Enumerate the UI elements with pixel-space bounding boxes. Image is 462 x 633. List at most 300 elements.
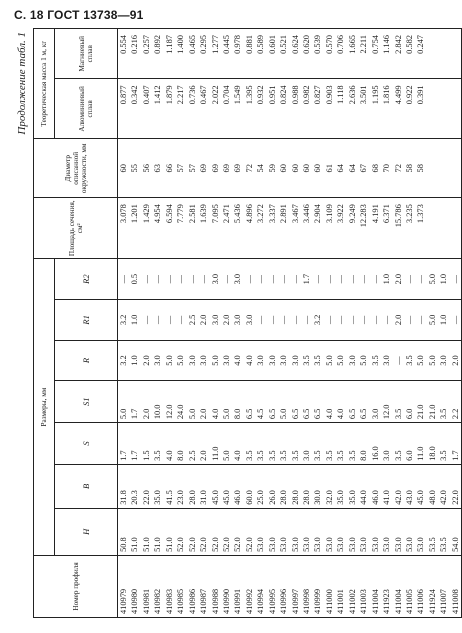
cell-S1: 5.0 bbox=[279, 408, 289, 420]
cell-S1: 4.5 bbox=[256, 408, 266, 420]
cell-R2: — bbox=[141, 274, 151, 284]
cell-S: 8.0 bbox=[359, 450, 369, 461]
cell-diameter: 66 bbox=[164, 164, 174, 173]
column-diameter bbox=[118, 139, 462, 198]
cell-R1: — bbox=[404, 315, 414, 325]
cell-H: 51.0 bbox=[130, 537, 140, 552]
cell-R1: 3.0 bbox=[233, 314, 243, 326]
cell-mag: 0.589 bbox=[256, 35, 266, 54]
cell-R1: 2.0 bbox=[393, 314, 403, 326]
cell-mag: 0.257 bbox=[141, 35, 151, 54]
header-alu: Алюминиевый сплав bbox=[55, 79, 118, 139]
cell-S1: 3.5 bbox=[439, 408, 449, 420]
cell-profile: 410983 bbox=[164, 588, 174, 614]
cell-H: 53.0 bbox=[267, 537, 277, 552]
cell-B: 20.3 bbox=[130, 490, 140, 505]
cell-S: 11.0 bbox=[416, 446, 426, 461]
cell-S: 3.5 bbox=[324, 450, 334, 461]
cell-B: 45.0 bbox=[416, 490, 426, 505]
cell-diameter bbox=[427, 139, 438, 197]
cell-mag: 0.465 bbox=[187, 35, 197, 54]
cell-H: 52.0 bbox=[233, 537, 243, 552]
cell-R1: — bbox=[290, 315, 300, 325]
cell-diameter: 58 bbox=[404, 164, 414, 173]
cell-mag: 0.754 bbox=[370, 35, 380, 54]
column-H bbox=[118, 508, 462, 555]
cell-profile: 410979 bbox=[119, 588, 128, 614]
cell-S: 1.7 bbox=[119, 450, 128, 461]
column-profile bbox=[118, 555, 462, 617]
cell-alu: 3.501 bbox=[359, 85, 369, 105]
cell-R: 5.0 bbox=[416, 355, 426, 366]
cell-profile: 410988 bbox=[210, 588, 220, 614]
cell-H: 53.0 bbox=[313, 537, 323, 552]
cell-R: 3.0 bbox=[382, 355, 392, 366]
cell-S1: 4.0 bbox=[324, 408, 334, 420]
cell-R2: 0.5 bbox=[130, 273, 140, 285]
cell-area: 6.594 bbox=[164, 204, 174, 224]
cell-alu: 0.391 bbox=[416, 85, 426, 105]
cell-S1: 6.5 bbox=[359, 408, 369, 420]
cell-area: 3.467 bbox=[290, 204, 300, 224]
cell-R2: — bbox=[450, 274, 460, 284]
cell-alu bbox=[438, 79, 449, 138]
cell-S1: 21.0 bbox=[416, 404, 426, 420]
cell-S: 3.5 bbox=[313, 450, 323, 461]
cell-R: 3.0 bbox=[221, 355, 231, 366]
cell-area: 1.201 bbox=[130, 204, 140, 224]
cell-R1: — bbox=[347, 315, 357, 325]
cell-R: 2.0 bbox=[450, 355, 460, 366]
cell-R: 5.0 bbox=[336, 355, 346, 366]
cell-area: 7.095 bbox=[210, 204, 220, 224]
cell-B: 35.0 bbox=[153, 490, 163, 505]
cell-profile: 411004 bbox=[370, 589, 380, 614]
cell-R: 3.0 bbox=[267, 355, 277, 366]
cell-profile: 410998 bbox=[302, 588, 311, 614]
cell-R1: — bbox=[256, 315, 266, 325]
column-R1 bbox=[118, 300, 462, 341]
cell-mag: 1.146 bbox=[382, 35, 392, 54]
cell-mag: 0.620 bbox=[302, 35, 311, 54]
cell-S1: 4.0 bbox=[210, 408, 220, 420]
cell-R2: 2.0 bbox=[393, 273, 403, 285]
cell-R: 3.0 bbox=[153, 355, 163, 366]
cell-H: 53.0 bbox=[256, 537, 266, 552]
cell-S1: 2.2 bbox=[450, 408, 460, 420]
cell-area: 5.436 bbox=[233, 204, 243, 224]
cell-H: 53.0 bbox=[290, 537, 300, 552]
cell-B: 28.0 bbox=[279, 490, 289, 505]
cell-H: 53.0 bbox=[279, 537, 289, 552]
cell-alu: 1.879 bbox=[164, 85, 174, 105]
cell-R: 1.0 bbox=[130, 355, 140, 366]
cell-alu: 0.407 bbox=[141, 85, 151, 105]
cell-diameter: 60 bbox=[290, 164, 300, 173]
cell-H: 53.0 bbox=[347, 537, 357, 552]
cell-B: 31.0 bbox=[199, 490, 209, 505]
cell-B: 41.0 bbox=[382, 490, 392, 505]
header-R1: R1 bbox=[55, 300, 118, 341]
cell-diameter: 70 bbox=[382, 164, 392, 173]
cell-alu: 0.951 bbox=[267, 85, 277, 105]
cell-R2: 3.0 bbox=[210, 273, 220, 285]
cell-mag: 0.601 bbox=[267, 35, 277, 54]
cell-mag: 1.400 bbox=[176, 35, 186, 54]
cell-R: 3.5 bbox=[302, 355, 311, 366]
header-B: B bbox=[55, 464, 118, 508]
cell-area: 15.786 bbox=[393, 204, 403, 228]
cell-diameter: 64 bbox=[336, 164, 346, 173]
cell-R: 3.0 bbox=[199, 355, 209, 366]
cell-R1: — bbox=[176, 315, 186, 325]
cell-H: 53.0 bbox=[324, 537, 334, 552]
cell-mag: 1.665 bbox=[347, 35, 357, 54]
cell-alu: 1.816 bbox=[382, 85, 392, 105]
cell-S: 3.0 bbox=[382, 450, 392, 461]
cell-B: 43.0 bbox=[404, 490, 414, 505]
cell-S1: 6.5 bbox=[302, 408, 311, 420]
cell-R: 4.0 bbox=[233, 355, 243, 366]
cell-alu: 0.704 bbox=[221, 85, 231, 105]
cell-diameter: 67 bbox=[359, 164, 369, 173]
cell-R2: — bbox=[370, 274, 380, 284]
cell-R: 3.0 bbox=[347, 355, 357, 366]
cell-mag: 0.706 bbox=[336, 35, 346, 54]
cell-mag: 1.187 bbox=[164, 35, 174, 54]
cell-R1: 1.0 bbox=[130, 314, 140, 326]
cell-R2: 1.7 bbox=[302, 273, 311, 285]
cell-area: 3.922 bbox=[336, 204, 346, 224]
cell-B: 48.0 bbox=[427, 490, 437, 505]
cell-profile: 410980 bbox=[130, 588, 140, 614]
cell-R1: 3.2 bbox=[313, 314, 323, 326]
cell-R1: — bbox=[153, 315, 163, 325]
cell-S: 3.5 bbox=[347, 450, 357, 461]
dims-label: Размеры, мм bbox=[40, 387, 48, 427]
cell-R: 5.0 bbox=[427, 355, 437, 366]
cell-S: 3.5 bbox=[256, 450, 266, 461]
cell-area bbox=[450, 198, 461, 258]
column-area bbox=[118, 198, 462, 259]
header-R2: R2 bbox=[55, 259, 118, 300]
cell-R: 3.0 bbox=[279, 355, 289, 366]
cell-diameter: 56 bbox=[141, 164, 151, 173]
cell-mag: 0.295 bbox=[199, 35, 209, 54]
cell-R1: — bbox=[359, 315, 369, 325]
cell-R2: — bbox=[164, 274, 174, 284]
cell-B: 35.0 bbox=[347, 490, 357, 505]
cell-S1: 4.0 bbox=[336, 408, 346, 420]
cell-profile: 411006 bbox=[416, 589, 426, 614]
cell-S1: 12.0 bbox=[164, 404, 174, 420]
cell-profile: 411008 bbox=[450, 589, 460, 614]
cell-mag: 2.842 bbox=[393, 35, 403, 54]
cell-alu: 0.736 bbox=[187, 85, 197, 105]
cell-R2: — bbox=[153, 274, 163, 284]
cell-R: 5.0 bbox=[210, 355, 220, 366]
cell-S1: 6.0 bbox=[404, 408, 414, 420]
cell-R: 3.0 bbox=[256, 355, 266, 366]
cell-R2: — bbox=[313, 274, 323, 284]
cell-diameter bbox=[450, 139, 461, 197]
cell-mag: 0.521 bbox=[279, 35, 289, 54]
cell-S: 3.5 bbox=[267, 450, 277, 461]
cell-area: 3.109 bbox=[324, 204, 334, 224]
cell-area bbox=[438, 198, 449, 258]
cell-S1: 5.0 bbox=[221, 408, 231, 420]
column-mag bbox=[118, 29, 462, 79]
cell-S1: 24.0 bbox=[176, 404, 186, 420]
cell-S: 2.5 bbox=[187, 450, 197, 461]
cell-S1: 12.0 bbox=[382, 404, 392, 420]
cell-B: 44.0 bbox=[359, 490, 369, 505]
cell-diameter: 72 bbox=[393, 164, 403, 173]
cell-alu: 1.549 bbox=[233, 85, 243, 105]
cell-R1: — bbox=[164, 315, 174, 325]
cell-diameter: 59 bbox=[267, 164, 277, 173]
cell-S: 16.0 bbox=[370, 446, 380, 461]
header-dimensions-group bbox=[34, 259, 55, 556]
cell-R: 3.0 bbox=[290, 355, 300, 366]
cell-S: 1.7 bbox=[450, 450, 460, 461]
cell-B: 60.0 bbox=[244, 490, 254, 505]
cell-H: 52.0 bbox=[221, 537, 231, 552]
cell-mag: 0.892 bbox=[153, 35, 163, 54]
cell-profile: 410992 bbox=[244, 588, 254, 614]
cell-alu bbox=[427, 79, 438, 138]
table-body-row bbox=[118, 29, 462, 618]
cell-mag: 0.881 bbox=[244, 35, 254, 54]
cell-H: 52.0 bbox=[187, 537, 197, 552]
cell-alu: 2.636 bbox=[347, 85, 357, 105]
cell-diameter: 63 bbox=[153, 164, 163, 173]
cell-area: 4.896 bbox=[244, 204, 254, 224]
cell-profile: 411004 bbox=[393, 589, 403, 614]
cell-profile: 410991 bbox=[233, 588, 243, 614]
cell-profile: 410985 bbox=[176, 588, 186, 614]
cell-alu: 2.022 bbox=[210, 85, 220, 105]
cell-R: 4.0 bbox=[244, 355, 254, 366]
cell-R2: — bbox=[256, 274, 266, 284]
cell-profile: 411005 bbox=[404, 589, 414, 614]
cell-R1: — bbox=[450, 315, 460, 325]
cell-B: 45.0 bbox=[210, 490, 220, 505]
cell-profile: 411000 bbox=[324, 589, 334, 614]
cell-S1: 5.0 bbox=[187, 408, 197, 420]
cell-area: 9.249 bbox=[347, 204, 357, 224]
cell-R2: — bbox=[176, 274, 186, 284]
cell-R1: 5.0 bbox=[427, 314, 437, 326]
cell-S1: 3.5 bbox=[393, 408, 403, 420]
cell-area: 1.373 bbox=[416, 204, 426, 224]
cell-area: 1.639 bbox=[199, 204, 209, 224]
cell-H: 52.0 bbox=[210, 537, 220, 552]
cell-alu: 0.877 bbox=[119, 85, 128, 105]
cell-S: 3.5 bbox=[290, 450, 300, 461]
cell-S: 4.0 bbox=[164, 450, 174, 461]
cell-R2: — bbox=[336, 274, 346, 284]
cell-S: 8.0 bbox=[176, 450, 186, 461]
cell-R: 3.5 bbox=[313, 355, 323, 366]
cell-S1: 2.0 bbox=[199, 408, 209, 420]
cell-profile: 410996 bbox=[279, 588, 289, 614]
cell-B: 42.0 bbox=[439, 490, 449, 505]
cell-R1: — bbox=[141, 315, 151, 325]
cell-alu: 0.342 bbox=[130, 85, 140, 105]
cell-alu: 1.395 bbox=[244, 85, 254, 105]
cell-alu: 0.982 bbox=[302, 85, 311, 105]
cell-R2: — bbox=[267, 274, 277, 284]
cell-R1: 3.0 bbox=[210, 314, 220, 326]
cell-R2: — bbox=[404, 274, 414, 284]
cell-area: 3.272 bbox=[256, 204, 266, 224]
header-S1: S1 bbox=[55, 381, 118, 423]
cell-profile: 410987 bbox=[199, 588, 209, 614]
cell-alu: 0.988 bbox=[290, 85, 300, 105]
page-header: С. 18 ГОСТ 13738—91 bbox=[14, 8, 144, 22]
cell-S1: 6.5 bbox=[347, 408, 357, 420]
cell-diameter: 68 bbox=[370, 164, 380, 173]
cell-B: 26.0 bbox=[267, 490, 277, 505]
cell-diameter: 58 bbox=[416, 164, 426, 173]
header-mass-group: Теоретическая масса 1 м, кг bbox=[34, 29, 55, 139]
cell-B: 28.0 bbox=[187, 490, 197, 505]
cell-profile: 411007 bbox=[439, 589, 449, 614]
cell-area: 4.954 bbox=[153, 204, 163, 224]
cell-R2: — bbox=[416, 274, 426, 284]
cell-R2: — bbox=[119, 274, 128, 284]
header-H: H bbox=[55, 508, 118, 555]
cell-B: 41.5 bbox=[164, 490, 174, 505]
cell-alu: 0.932 bbox=[256, 85, 266, 105]
cell-S1: 2.0 bbox=[141, 408, 151, 420]
cell-B: 42.0 bbox=[393, 490, 403, 505]
cell-area: 3.078 bbox=[119, 204, 128, 224]
cell-diameter: 69 bbox=[210, 164, 220, 173]
cell-H: 53.0 bbox=[359, 537, 369, 552]
cell-alu: 2.217 bbox=[176, 85, 186, 105]
cell-alu: 1.118 bbox=[336, 85, 346, 104]
cell-S1: 1.7 bbox=[130, 408, 140, 420]
cell-area: 1.429 bbox=[141, 204, 151, 224]
cell-R2: — bbox=[279, 274, 289, 284]
cell-mag: 0.445 bbox=[221, 35, 231, 54]
cell-area bbox=[427, 198, 438, 258]
cell-R2: — bbox=[290, 274, 300, 284]
cell-H: 53.0 bbox=[302, 537, 311, 552]
header-area: Площадь сечения, см² bbox=[34, 198, 118, 259]
cell-diameter: 60 bbox=[279, 164, 289, 173]
cell-area: 6.371 bbox=[382, 204, 392, 224]
cell-R: 5.0 bbox=[176, 355, 186, 366]
cell-mag: 0.554 bbox=[119, 35, 128, 54]
cell-R: 5.0 bbox=[359, 355, 369, 366]
cell-R: 5.0 bbox=[164, 355, 174, 366]
cell-H: 52.0 bbox=[176, 537, 186, 552]
cell-R2: — bbox=[244, 274, 254, 284]
cell-diameter: 57 bbox=[176, 164, 186, 173]
cell-B: 46.0 bbox=[370, 490, 380, 505]
cell-S: 6.0 bbox=[404, 450, 414, 461]
cell-mag: 0.539 bbox=[313, 35, 323, 54]
cell-diameter: 60 bbox=[119, 164, 128, 173]
cell-profile: 410986 bbox=[187, 588, 197, 614]
cell-area: 3.235 bbox=[404, 204, 414, 224]
cell-S: 3.5 bbox=[393, 450, 403, 461]
cell-S: 1.5 bbox=[141, 450, 151, 461]
column-B bbox=[118, 464, 462, 508]
cell-H: 52.0 bbox=[244, 537, 254, 552]
cell-B: 31.8 bbox=[119, 490, 128, 505]
cell-B: 46.0 bbox=[233, 490, 243, 505]
cell-H: 51.0 bbox=[153, 537, 163, 552]
cell-alu: 1.412 bbox=[153, 85, 163, 105]
cell-H: 53.0 bbox=[404, 537, 414, 552]
cell-B: 35.0 bbox=[336, 490, 346, 505]
cell-alu: 0.827 bbox=[313, 85, 323, 105]
column-S1 bbox=[118, 381, 462, 423]
cell-profile: 411924 bbox=[427, 589, 437, 614]
cell-S1: 3.0 bbox=[370, 408, 380, 420]
cell-diameter: 61 bbox=[324, 164, 334, 173]
cell-S1: 21.0 bbox=[427, 404, 437, 420]
cell-profile: 410981 bbox=[141, 588, 151, 614]
cell-diameter: 69 bbox=[233, 164, 243, 173]
cell-area: 2.891 bbox=[279, 204, 289, 224]
cell-R1: 3.0 bbox=[244, 314, 254, 326]
column-R2 bbox=[118, 259, 462, 300]
cell-S1: 6.5 bbox=[267, 408, 277, 420]
cell-S1: 8.0 bbox=[233, 408, 243, 420]
cell-profile: 411923 bbox=[382, 589, 392, 614]
cell-R1: — bbox=[324, 315, 334, 325]
cell-diameter: 72 bbox=[244, 164, 254, 173]
cell-H: 50.8 bbox=[119, 537, 128, 552]
cell-R2: 1.0 bbox=[439, 273, 449, 285]
cell-area: 2.581 bbox=[187, 204, 197, 224]
cell-R1: 3.2 bbox=[119, 314, 128, 326]
cell-R: 2.0 bbox=[141, 355, 151, 366]
cell-mag: 0.247 bbox=[416, 35, 426, 54]
cell-H: 53.0 bbox=[382, 537, 392, 552]
cell-H: 53.5 bbox=[439, 537, 449, 552]
cell-mag bbox=[450, 29, 461, 78]
cell-H: 53.5 bbox=[427, 537, 437, 552]
cell-profile: 411002 bbox=[347, 589, 357, 614]
cell-H: 51.0 bbox=[141, 537, 151, 552]
cell-S: 5.0 bbox=[221, 450, 231, 461]
cell-R2: 5.0 bbox=[427, 273, 437, 285]
cell-area: 12.283 bbox=[359, 204, 369, 228]
cell-S: 11.0 bbox=[210, 446, 220, 461]
header-R: R bbox=[55, 340, 118, 381]
cell-H: 51.0 bbox=[164, 537, 174, 552]
cell-R1: — bbox=[370, 315, 380, 325]
cell-R1: — bbox=[267, 315, 277, 325]
cell-R: 3.0 bbox=[439, 355, 449, 366]
cell-B: 22.0 bbox=[141, 490, 151, 505]
cell-R1: 2.0 bbox=[199, 314, 209, 326]
cell-profile: 410997 bbox=[290, 588, 300, 614]
cell-mag: 0.624 bbox=[290, 35, 300, 54]
cell-area: 2.471 bbox=[221, 204, 231, 224]
column-alu bbox=[118, 79, 462, 139]
cell-alu: 0.903 bbox=[324, 85, 334, 105]
profiles-table bbox=[33, 28, 462, 618]
column-S bbox=[118, 423, 462, 465]
rotated-table-block bbox=[16, 28, 460, 618]
